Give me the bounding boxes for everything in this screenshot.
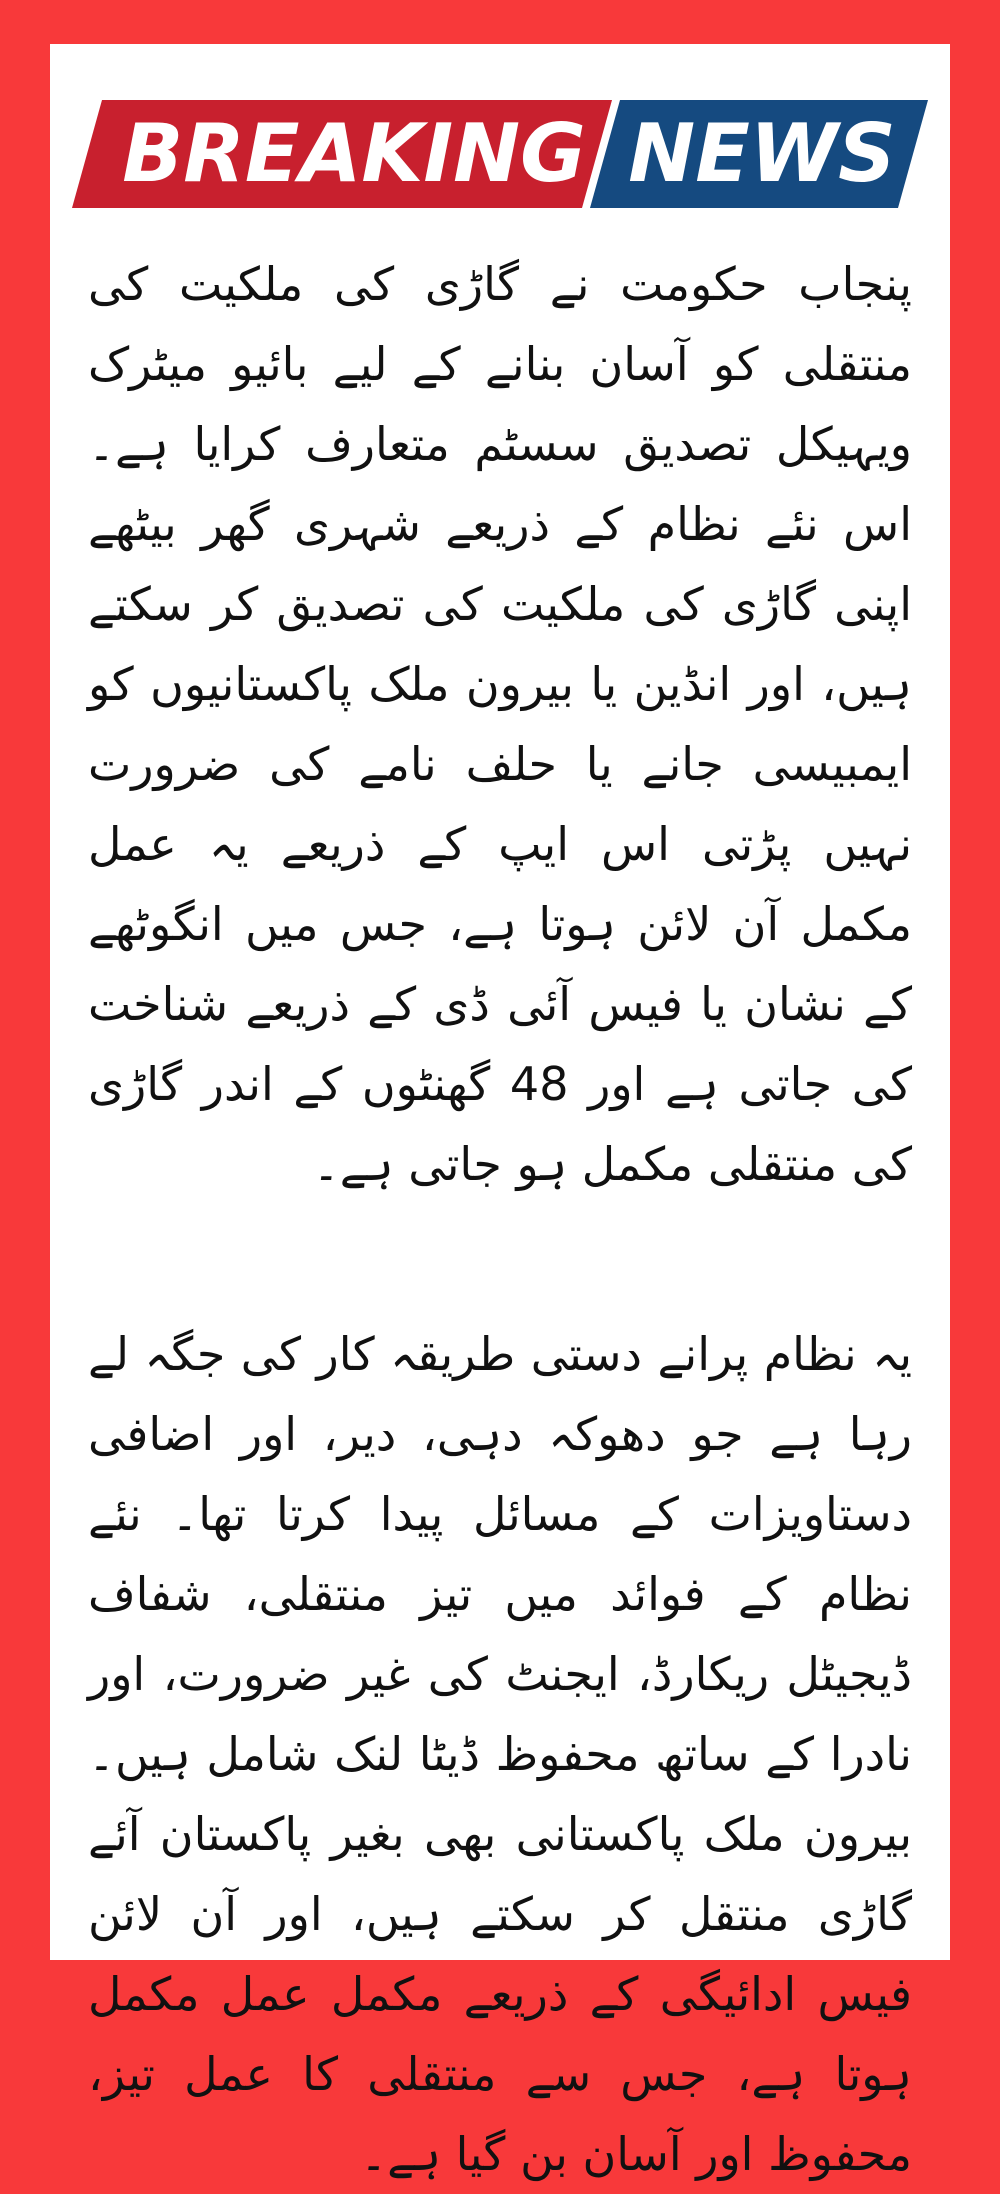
article-paragraph-1: پنجاب حکومت نے گاڑی کی ملکیت کی منتقلی کو آسان بنانے کے لیے بائیو میٹرک ویہیکل تصدیق سسٹم متعارف کرایا ہے۔ اس نئے نظام کے ذریعے شہری گھر بیٹھے اپنی گاڑی کی ملکیت کی تصدیق کر سکتے ہیں، اور انڈین یا بیرون ملک پاکستانیوں کو ایمبیسی جانے یا حلف نامے کی ضرورت نہیں پڑتی اس ایپ کے ذریعے یہ عمل مکمل آن لائن ہوتا ہے، جس میں انگوٹھے کے نشان یا فیس آئی ڈی کے ذریعے شناخت کی جاتی ہے اور 48 گھنٹوں کے اندر گاڑی کی منتقلی مکمل ہو جاتی ہے۔ <box>88 257 912 1191</box>
news-card <box>50 44 950 2181</box>
article-body <box>88 244 912 2194</box>
article-paragraph-2: یہ نظام پرانے دستی طریقہ کار کی جگہ لے رہا ہے جو دھوکہ دہی، دیر، اور اضافی دستاویزات کے مسائل پیدا کرتا تھا۔ نئے نظام کے فوائد میں تیز منتقلی، شفاف ڈیجیٹل ریکارڈ، ایجنٹ کی غیر ضرورت، اور نادرا کے ساتھ محفوظ ڈیٹا لنک شامل ہیں۔ بیرون ملک پاکستانی بھی بغیر پاکستان آئے گاڑی منتقل کر سکتے ہیں، اور آن لائن فیس ادائیگی کے ذریعے مکمل عمل مکمل ہوتا ہے، جس سے منتقلی کا عمل تیز، محفوظ اور آسان بن گیا ہے۔ <box>88 1327 912 2181</box>
breaking-news-banner <box>72 100 928 208</box>
banner-word-news: NEWS <box>628 107 896 200</box>
banner-word-breaking: BREAKING <box>122 107 586 200</box>
